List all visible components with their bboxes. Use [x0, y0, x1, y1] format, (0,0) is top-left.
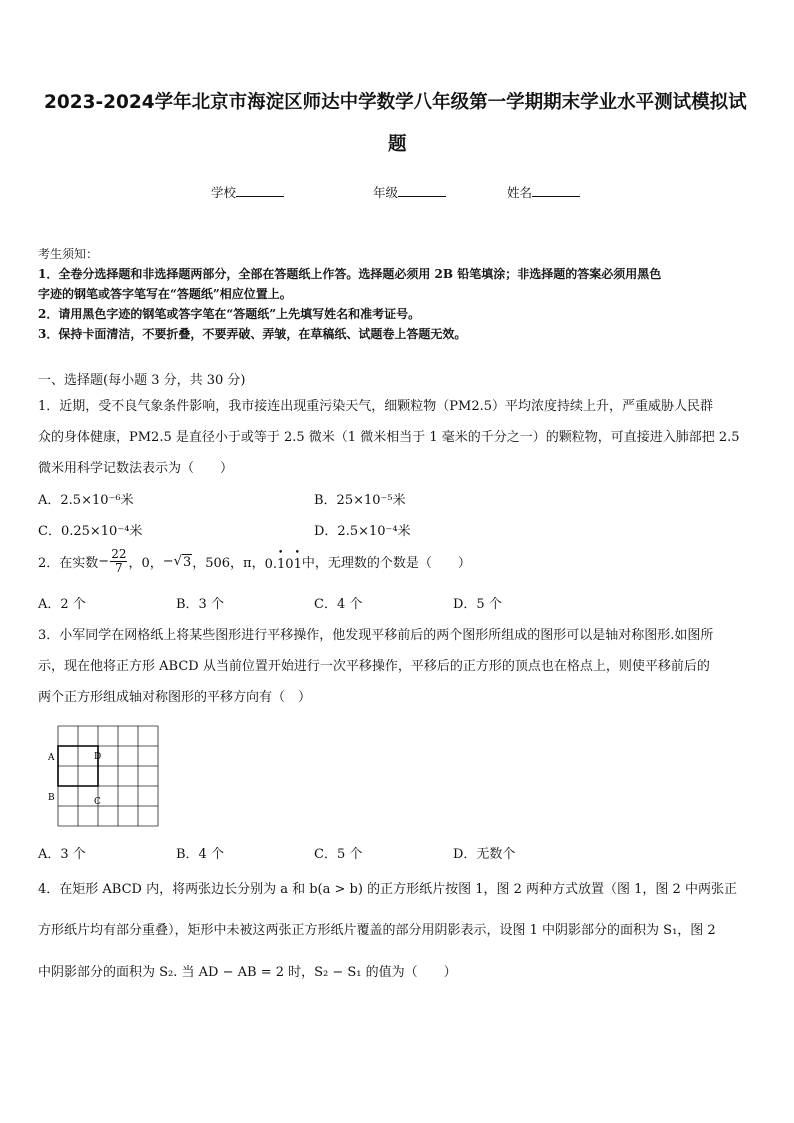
q2-stem [38, 548, 471, 575]
q2-sqrt-arg: 3 [182, 554, 192, 570]
q4-line1: 4．在矩形 ABCD 内，将两张边长分别为 a 和 b(a > b) 的正方形纸片按图 1，图 2 两种方式放置（图 1，图 2 中两张正 [38, 882, 737, 897]
notice-item-1a: 1．全卷分选择题和非选择题两部分，全部在答题纸上作答。选择题必须用 2B 铅笔填涂；非选择题的答案必须用黑色 [38, 267, 662, 281]
q1-option-b: B．25×10⁻⁵米 [314, 493, 406, 508]
notice-item-2: 2．请用黑色字迹的钢笔或答字笔在“答题纸”上先填写姓名和准考证号。 [38, 307, 421, 321]
q2-dec-digit-2: 0 [285, 557, 294, 572]
page-title-line1: 2023-2024学年北京市海淀区师达中学数学八年级第一学期期末学业水平测试模拟试 [44, 92, 747, 113]
notice-item-1b: 字迹的钢笔或答字笔写在“答题纸”相应位置上。 [38, 287, 292, 301]
q3-option-a: A．3 个 [38, 847, 86, 862]
q2-option-b: B．3 个 [176, 597, 224, 612]
q2-option-c: C．4 个 [314, 597, 363, 612]
label-c: C [94, 797, 101, 807]
q1-option-a: A．2.5×10⁻⁶米 [38, 493, 134, 508]
q4-line3: 中阴影部分的面积为 S₂. 当 AD − AB = 2 时，S₂ − S₁ 的值为（ ） [38, 965, 457, 980]
name-field [507, 183, 580, 201]
school-label: 学校 [211, 185, 237, 200]
section-heading: 一、选择题(每小题 3 分，共 30 分) [38, 373, 246, 388]
q1-line2: 众的身体健康，PM2.5 是直径小于或等于 2.5 微米（1 微米相当于 1 毫米的千分之一）的颗粒物，可直接进入肺部把 2.5 [38, 430, 740, 445]
q2-option-d: D．5 个 [453, 597, 502, 612]
q2-neg-sqrt: − [162, 554, 174, 569]
q2-frac-den: 7 [115, 561, 123, 575]
q3-option-d: D．无数个 [453, 847, 516, 862]
q3-line2: 示，现在他将正方形 ABCD 从当前位置开始进行一次平移操作，平移后的正方形的顶点也在格点上，则使平移前后的 [38, 659, 710, 674]
q1-option-d: D．2.5×10⁻⁴米 [314, 524, 411, 539]
name-blank [532, 183, 580, 197]
notice-item-3: 3．保持卡面清洁，不要折叠，不要弄破、弄皱，在草稿纸、试题卷上答题无效。 [38, 327, 467, 341]
q3-line1: 3．小军同学在网格纸上将某些图形进行平移操作，他发现平移前后的两个图形所组成的图形可以是轴对称图形.如图所 [38, 628, 714, 643]
page-title-line2: 题 [388, 134, 407, 155]
q4-line2: 方形纸片均有部分重叠），矩形中未被这两张正方形纸片覆盖的部分用阴影表示，设图 1 中阴影部分的面积为 S₁，图 2 [38, 923, 716, 938]
sqrt-symbol: √ [173, 554, 182, 569]
q2-dec-digit-3: • 1 [294, 557, 302, 572]
school-field [211, 183, 284, 201]
q2-frac-num: 22 [111, 547, 127, 561]
q2-dec-int: 0. [264, 557, 277, 572]
school-blank [236, 183, 284, 197]
grid-svg [44, 724, 164, 830]
q3-option-b: B．4 个 [176, 847, 224, 862]
grade-label: 年级 [373, 185, 399, 200]
grade-field [373, 183, 446, 201]
q1-line3: 微米用科学记数法表示为（ ） [38, 461, 234, 476]
notice-heading: 考生须知： [38, 247, 99, 261]
label-a: A [48, 753, 55, 763]
q3-line3: 两个正方形组成轴对称图形的平移方向有（ ） [38, 690, 312, 705]
q2-option-a: A．2 个 [38, 597, 86, 612]
q3-grid-figure [44, 724, 164, 834]
name-label: 姓名 [507, 185, 533, 200]
q2-fraction [110, 548, 127, 575]
q1-line1: 1．近期，受不良气象条件影响，我市接连出现重污染天气，细颗粒物（PM2.5）平均浓度持续上升，严重威胁人民群 [38, 399, 714, 414]
grid-lines [58, 726, 158, 826]
q2-prefix: 2．在实数 [38, 556, 99, 571]
q1-option-c: C．0.25×10⁻⁴米 [38, 524, 143, 539]
q2-repeating-decimal [265, 557, 302, 572]
grade-blank [398, 183, 446, 197]
q2-neg: − [98, 554, 110, 569]
notice-block [38, 244, 661, 344]
q3-option-c: C．5 个 [314, 847, 363, 862]
q2-mid2: ，506，π， [192, 556, 265, 571]
q2-dec-digit-1: • 1 [277, 557, 285, 572]
label-d: D [94, 752, 102, 762]
q2-suffix: 中，无理数的个数是（ ） [301, 556, 471, 571]
q2-mid: ，0， [128, 556, 163, 571]
label-b: B [48, 793, 55, 803]
